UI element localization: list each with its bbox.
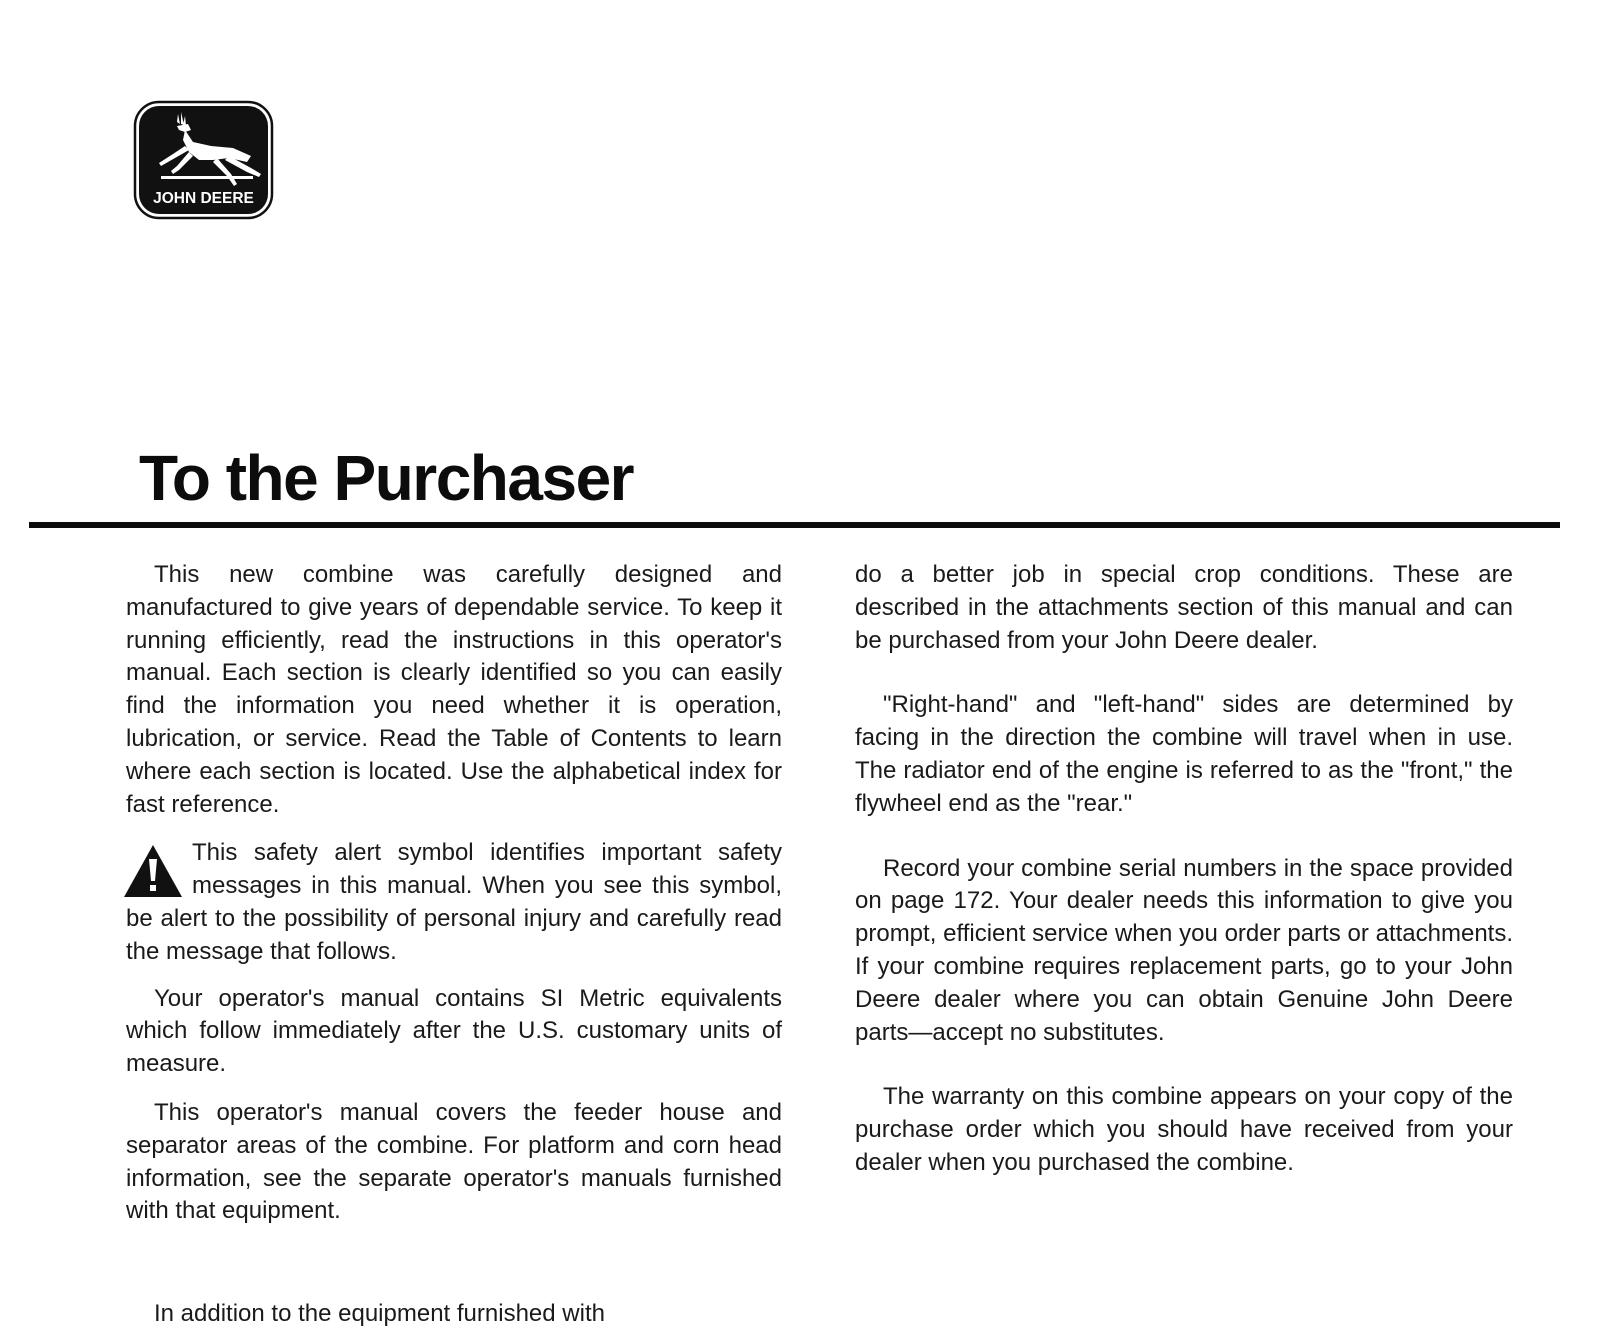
left-column — [126, 559, 782, 1246]
coverage-paragraph: This operator's manual covers the feeder house and separator areas of the combine. For platform and corn head information, see the separate operator's manuals furnished with that equipment. — [126, 1098, 782, 1225]
attachments-paragraph: do a better job in special crop conditions. These are described in the attachments section of this manual and can be purchased from your John Deere dealer. — [855, 561, 1513, 654]
safety-alert-triangle-icon — [122, 843, 184, 899]
right-column — [855, 559, 1513, 1180]
john-deere-leaping-deer-logo-icon — [133, 100, 274, 220]
metric-paragraph: Your operator's manual contains SI Metric equivalents which follow immediately after the U.S. customary units of measure. — [126, 984, 782, 1078]
john-deere-logo — [133, 100, 274, 220]
serial-numbers-paragraph: Record your combine serial numbers in the space provided on page 172. Your dealer needs this information to give you prompt, efficient service when you order parts or attachments. If your combine requires replacement parts, go to your John Deere dealer where you can obtain Genuine John Deere parts—accept no substitutes. — [855, 854, 1513, 1046]
warranty-paragraph: The warranty on this combine appears on your copy of the purchase order which you should have received from your dealer when you purchased the combine. — [855, 1083, 1513, 1176]
page-title: To the Purchaser — [139, 442, 634, 514]
cutoff-line — [126, 1280, 782, 1327]
intro-paragraph: This new combine was carefully designed and manufactured to give years of dependable service. To keep it running efficiently, read the instructions in this operator's manual. Each section is clearly identified so you can easily find the information you need whether it is operation, lubrication, or service. Read the Table of Contents to learn where each section is located. Use the alphabetical index for fast reference. — [126, 561, 782, 818]
logo-wordmark: JOHN DEERE — [153, 190, 254, 207]
safety-alert-text: This safety alert symbol identifies important safety messages in this manual. When you see this symbol, be alert to the possibility of personal injury and carefully read the message that follows. — [126, 839, 782, 965]
safety-alert-paragraph — [126, 837, 782, 968]
cutoff-text: In addition to the equipment furnished with — [154, 1300, 605, 1327]
title-rule — [29, 522, 1560, 528]
sides-paragraph: "Right-hand" and "left-hand" sides are determined by facing in the direction the combine will travel when in use. The radiator end of the engine is referred to as the "front," the flywheel end as the "rear." — [855, 691, 1513, 817]
